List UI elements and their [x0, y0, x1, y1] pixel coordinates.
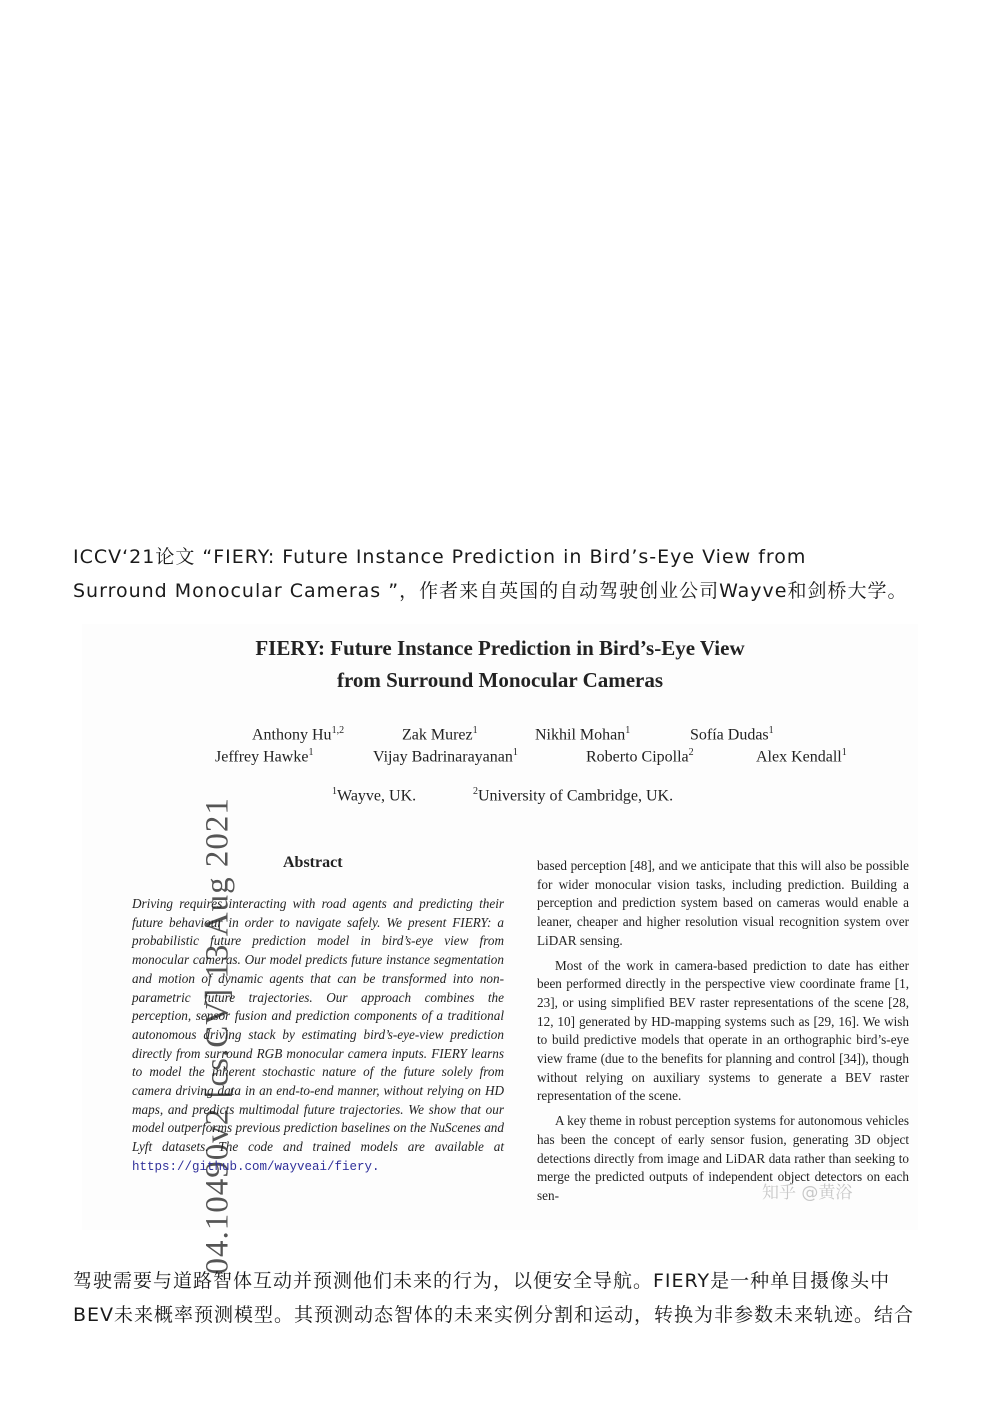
author: Vijay Badrinarayanan$^1$	[373, 747, 518, 766]
intro-column	[537, 857, 909, 1212]
paper-title-line1: FIERY: Future Instance Prediction in Bird’s-Eye View	[255, 636, 745, 660]
abstract-body	[132, 895, 504, 1177]
paper-title	[82, 632, 918, 696]
caption-bottom-line1: 驾驶需要与道路智体互动并预测他们未来的行为，以便安全导航。FIERY是一种单目摄像头中	[73, 1270, 891, 1292]
intro-paragraph: A key theme in robust perception systems for autonomous vehicles has been the concept of early sensor fusion, generating 3D object detections directly from image and LiDAR data rather than seeking to merge the predicted outputs of independent object detectors on each sen-	[537, 1113, 909, 1203]
code-link[interactable]: https://github.com/wayveai/fiery.	[132, 1159, 380, 1174]
abstract-heading: Abstract	[283, 854, 343, 871]
caption-top-line1: ICCV‘21论文 “FIERY: Future Instance Prediction in Bird’s-Eye View from	[73, 546, 807, 568]
zhihu-watermark: 知乎 @黄浴	[762, 1183, 853, 1203]
caption-bottom-line2: BEV未来概率预测模型。其预测动态智体的未来实例分割和运动，转换为非参数未来轨迹。结合	[73, 1304, 915, 1326]
affiliation: $^2$University of Cambridge, UK.	[473, 786, 674, 805]
intro-paragraph: Most of the work in camera-based prediction to date has either been performed directly in the perspective view coordinate frame [1, 23], or using simplified BEV raster representations of the scene [28, 12, 10] generated by HD-mapping systems such as [29, 16]. We wish to build predictive models that operate in an orthographic bird’s-eye view frame (due to the benefits for planning and control [34]), though without relying on auxiliary systems to generate a BEV raster representation of the scene.	[537, 957, 909, 1104]
caption-top-line2: Surround Monocular Cameras ”，作者来自英国的自动驾驶创业公司Wayve和剑桥大学。	[73, 580, 908, 602]
author: Nikhil Mohan$^1$	[535, 725, 631, 744]
abstract-text: Driving requires interacting with road agents and predicting their future behaviour in order to navigate safely. We present FIERY: a probabilistic future prediction model in bird’s-eye view from monocular cameras. Our model predicts future instance segmentation and motion of dynamic agents that can be transformed into non-parametric future trajectories. Our approach combines the perception, sensor fusion and prediction components of a traditional autonomous driving stack by estimating bird’s-eye-view prediction directly from surround RGB monocular camera inputs. FIERY learns to model the inherent stochastic nature of the future solely from camera driving data in an end-to-end manner, without relying on HD maps, and predicts multimodal future trajectories. We show that our model outperforms previous prediction baselines on the NuScenes and Lyft datasets. The code and trained models are available at	[132, 896, 504, 1155]
intro-paragraph: based perception [48], and we anticipate that this will also be possible for wider monocular vision tasks, including prediction. Building a perception and prediction system based on cameras would enable a leaner, cheaper and higher resolution visual recognition system over LiDAR sensing.	[537, 858, 909, 948]
author: Sofía Dudas$^1$	[690, 725, 774, 744]
paper-screenshot	[82, 624, 918, 1275]
caption-top	[73, 540, 907, 608]
caption-bottom	[73, 1264, 914, 1332]
affiliation: $^1$Wayve, UK.	[332, 786, 417, 805]
author: Alex Kendall$^1$	[756, 747, 847, 766]
author: Jeffrey Hawke$^1$	[215, 747, 314, 766]
author: Anthony Hu$^{1,2}$	[252, 725, 345, 744]
paper-title-line2: from Surround Monocular Cameras	[336, 668, 664, 692]
author: Zak Murez$^1$	[402, 725, 478, 744]
arxiv-stamp: 04.10490v2 [cs.CV] 13 Aug 2021	[199, 797, 236, 1275]
author: Roberto Cipolla$^2$	[586, 747, 694, 766]
